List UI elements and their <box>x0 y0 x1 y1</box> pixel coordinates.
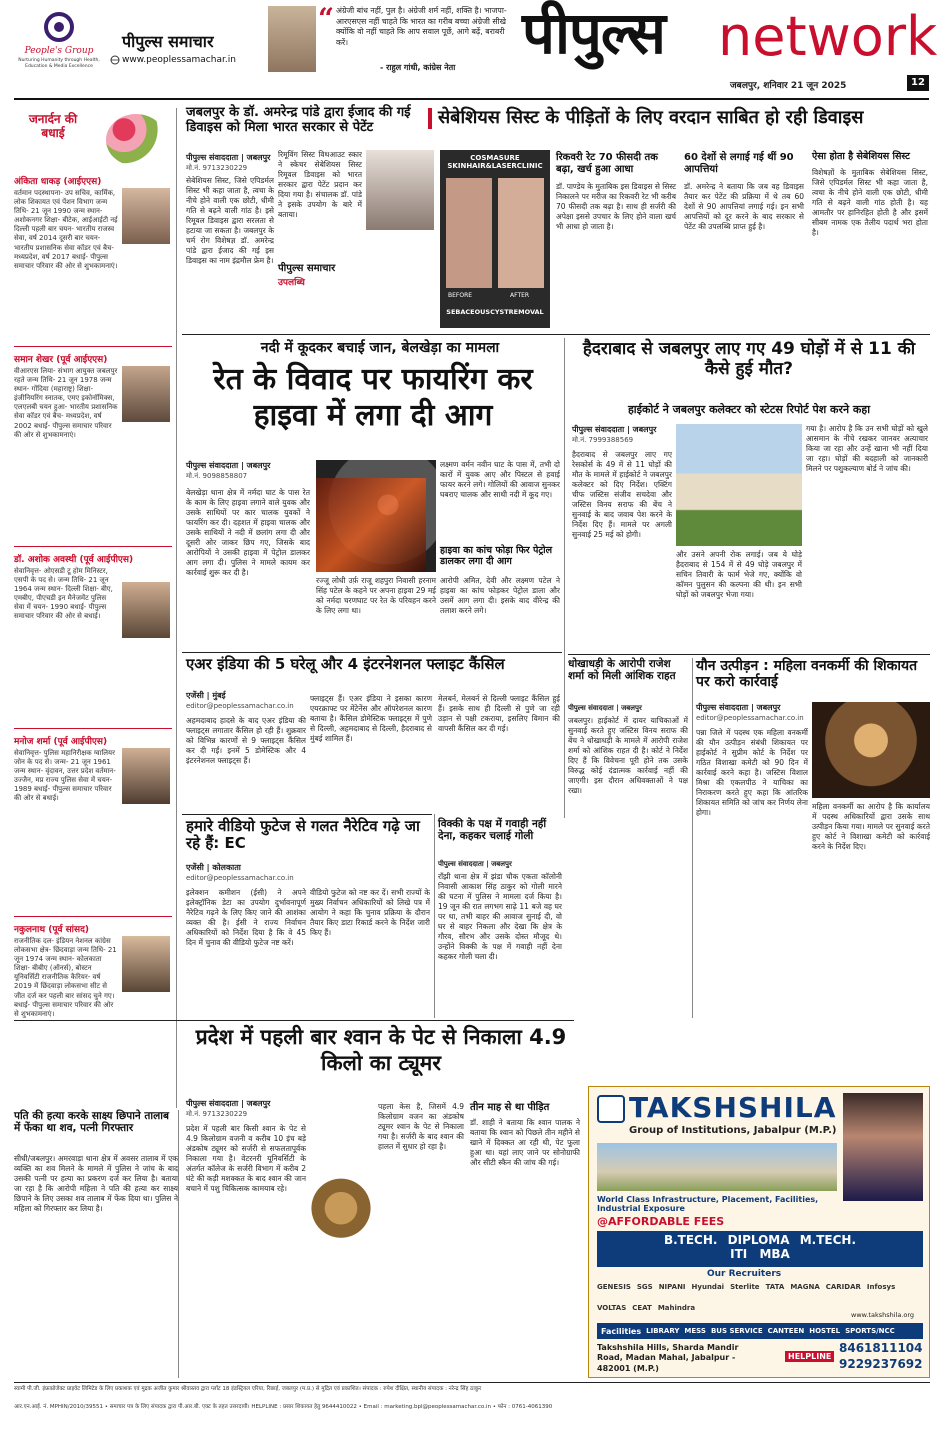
forest-story-headline: यौन उत्पीड़न : महिला वनकर्मी की शिकायत पर करो कार्रवाई <box>696 658 918 691</box>
video-story <box>182 818 432 1018</box>
forest-story-body-2: महिला वनकर्मी का आरोप है कि कार्यालय में पदस्थ अधिकारियों द्वारा उसके साथ उत्पीड़न किया गया। मामले पर सुनवाई करते हुए कोर्ट ने विशाखा कमेटी को कार्रवाई करने के निर्देश दिए। <box>812 802 930 851</box>
samachar-brand-small: पीपुल्स समाचार <box>278 263 336 274</box>
facility-item: HOSTEL <box>809 1327 841 1335</box>
after-label: AFTER <box>510 292 530 299</box>
rajesh-story <box>568 658 688 1018</box>
airindia-story-body: अहमदाबाद हादसे के बाद एअर इंडिया की फ्लाइट्स लगातार कैंसिल हो रही हैं। शुक्रवार को विभिन्न कारणों से 9 फ्लाइट्स कैंसिल कर दी गईं। इनमें 5 डोमेस्टिक और 4 इंटरनेशनल फ्लाइट्स हैं। <box>186 716 306 765</box>
dog-story-phone: मो.नं. 9713230229 <box>186 1110 248 1118</box>
device-story-body-2: रिमूविंग सिस्ट विथआउट स्कार ने स्केचर सेबेशियस सिस्ट रिमूवल डिवाइस को भारत सरकार द्वारा पेटेंट प्रदान कर दिया गया है। संचालक डॉ. पांडे ने इसके उपयोग के बारे में बताया। <box>278 150 362 219</box>
horses-story-deck: हाईकोर्ट ने जबलपुर कलेक्टर को स्टेटस रिपोर्ट पेश करने कहा <box>627 403 871 416</box>
sidebar-title: जनार्दन की बधाई <box>28 112 78 141</box>
ad-course-diploma[interactable]: DIPLOMA <box>727 1233 790 1247</box>
sidebar-person-name: नकुलनाथ (पूर्व सांसद) <box>14 925 89 935</box>
facilities-label: Facilities <box>601 1326 642 1336</box>
wife-story-headline: पति की हत्या करके साक्ष्य छिपाने तालाब में फेंका था शव, पत्नी गिरफ्तार <box>14 1110 169 1135</box>
video-story-email: editor@peoplessamachar.co.in <box>186 874 294 882</box>
witness-story-byline: पीपुल्स संवाददाता | जबलपुर <box>438 860 512 868</box>
horses-story-body-3: गया है। आरोप है कि उन सभी घोड़ों को खुले आसमान के नीचे रखकर जानवर अत्याचार किया जा रहा और उन्हें खाना भी नहीं दिया जा रहा। घोड़ों की बदहाली को जानकारी मिलने पर पशुकल्याण बोर्ड ने जांच की। <box>806 424 928 473</box>
sidebar-person-photo <box>122 748 170 804</box>
device-story-headline: सेबेशियस सिस्ट के पीड़ितों के लिए वरदान साबित हो रही डिवाइस <box>428 108 928 129</box>
sidebar-person-photo <box>122 582 170 638</box>
wife-story-body: सीधी/जबलपुर। अमरवाड़ा थाना क्षेत्र में अवसर तालाब में एक व्यक्ति का शव मिलने के मामले में पुलिस ने जांच के बाद उसकी पत्नी पर हत्या का प्रकरण दर्ज कर लिया है। बताया जा रहा है कि आरोपी महिला ने पति की हत्या कर साक्ष्य छिपाने के लिए उसका शव तालाब में फेंक दिया था। पुलिस ने महिला को गिरफ्तार कर लिया है। <box>14 1154 178 1213</box>
video-story-body: इलेक्शन कमीशन (ईसी) ने अपने इलेक्ट्रॉनिक डेटा का उपयोग दुर्भावनापूर्ण नैरेटिव गढ़ने के लिए किए जाने की आशंका व्यक्त की है। ईसी ने राज्य निर्वाचन अधिकारियों को निर्देश दिया है कि वे 45 दिन में चुनाव की वीडियो फुटेज नष्ट करें। <box>186 888 306 947</box>
dog-photo <box>308 1174 374 1250</box>
ad-line1: World Class Infrastructure, Placement, Facilities, Industrial Exposure <box>597 1195 819 1213</box>
forest-story <box>696 658 930 1018</box>
ad-phone-1[interactable]: 8461811104 <box>839 1341 923 1355</box>
quote-mark-icon: “ <box>318 2 335 35</box>
video-story-byline: एजेंसी | कोलकाता <box>186 863 241 872</box>
firing-story-kicker: नदी में कूदकर बचाई जान, बेलखेड़ा का मामला <box>260 340 500 356</box>
sidebar-divider <box>14 728 172 729</box>
sidebar-person-bio: सेवानिवृत्त- पुलिस महानिरीक्षक ग्वालियर जोन के पद से। जन्म- 21 जून 1961 जन्म स्थान- वृंदावन, उत्तर प्रदेश वर्तमान- उज्जैन, मप्र राज्य पुलिस सेवा में चयन- 1989 बधाई- पीपुल्स समाचार परिवार की ओर से बधाई। <box>14 749 116 803</box>
video-column-rule <box>434 814 435 1018</box>
peoples-group-logo <box>14 10 104 80</box>
firing-story-headline: रेत के विवाद पर फायरिंग कर हाइवा में लगा दी आग <box>213 362 533 433</box>
facility-item: CANTEEN <box>767 1327 805 1335</box>
dog-sub-head: तीन माह से था पीड़ित <box>470 1102 550 1113</box>
ad-course-mba[interactable]: MBA <box>759 1247 790 1261</box>
device-sub3-head: ऐसा होता है सेबेशियस सिस्ट <box>812 151 910 162</box>
samachar-exclusive-tag <box>278 256 434 288</box>
sidebar-person-name: मनोज शर्मा (पूर्व आईपीएस) <box>14 737 108 747</box>
ad-campus-photo <box>597 1143 837 1191</box>
justice-statue-photo <box>812 702 930 798</box>
ad-course-mtech[interactable]: M.TECH. <box>799 1233 857 1247</box>
horses-story-body-2: और उसने अपनी रोक लगाई। जब ये घोड़े हैदराबाद से 154 में से 49 घोड़े जबलपुर में सचिन तिवारी के फार्म भेजे गए, क्योंकि वो कॉमन पुलुसन की कल्पना की थी। इन सभी घोड़ों को जबलपुर भेजा गया। <box>676 550 802 599</box>
dog-story-body-2: पहला केस है, जिसमें 4.9 किलोग्राम वजन का अंडकोष ट्यूमर श्वान के पेट से निकाला गया है। सर्जरी के बाद श्वान की हालत में सुधार हो रहा है। <box>378 1102 464 1151</box>
device-sub2-body: डॉ. अमरेन्द्र ने बताया कि जब वह डिवाइस तैयार कर पेटेंट की प्रक्रिया में थे तब 60 देशों से 90 आपत्तियां लगाई गई। इन सभी आपत्तियों को दूर करने के बाद सरकार से पेटेंट की उपलब्धि प्राप्त हुई है। <box>684 182 804 231</box>
footer-imprint: स्वामी पी.जी. इंफ्राप्रोजेक्ट प्राइवेट लिमिटेड के लिए प्रकाशक एवं मुद्रक अजीत कुमार श्रीवास्तव द्वारा प्लॉट 18 इंडस्ट्रियल एरिया, रिछाई, जबलपुर (म.प्र.) से मुद्रित एवं प्रकाशित। संपादक : रुपेश दीक्षित, स्थानीय संपादक : नरेन्द्र सिंह ठाकुर <box>14 1386 482 1392</box>
sidebar-person-name: अंकिता धाकड़ (आईएएस) <box>14 177 102 187</box>
ad-recruiters-label: Our Recruiters <box>707 1269 782 1279</box>
forest-story-byline: पीपुल्स संवाददाता | जबलपुर <box>696 703 781 712</box>
witness-story-body: राँझी थाना क्षेत्र में झंडा चौक एकता कॉलोनी निवासी आकाश सिंह ठाकुर को गोली मारने की घटना में पुलिस ने मामला दर्ज किया है। 19 जून की रात लगभग साढ़े 11 बजे वह घर पर था, तभी बाहर की आवाज सुनाई दी, वो घर से बाहर निकला और देखा कि क्षेत्र के गौरव, सौरभ और उसके दोस्त मौजूद थे। उन्होंने विक्की के पक्ष में गवाही नहीं देना कहकर गोली चला दी। <box>438 872 562 961</box>
airindia-story-text <box>182 690 562 812</box>
device-story-kicker: जबलपुर के डॉ. अमरेन्द्र पांडे द्वारा ईजाद की गई डिवाइस को मिला भारत सरकार से पेटेंट <box>186 105 411 135</box>
doctor-photo <box>366 150 434 230</box>
witness-story-headline: विक्की के पक्ष में गवाही नहीं देना, कहकर चलाई गोली <box>438 818 547 843</box>
airindia-story-headline: एअर इंडिया की 5 घरेलू और 4 इंटरनेशनल फ्लाइट कैंसिल <box>186 655 505 673</box>
after-image <box>498 178 544 288</box>
sidebar-person-photo <box>122 188 170 244</box>
device-sub1-body: डॉ. पाण्डेय के मुताबिक इस डिवाइस से सिस्ट निकालने पर मरीज का रिकवरी रेट भी करीब 70 फीसदी तक बढ़ा है। साथ ही सर्जरी की अपेक्षा इससे उपचार के लिए होने वाला खर्च भी आधा हो जाता है। <box>556 182 676 231</box>
mid-column-rule <box>564 338 565 818</box>
takshshila-logo-icon <box>597 1095 625 1123</box>
recruiter-logo: Infosys <box>866 1283 896 1291</box>
firing-sub-body: आरोपी अमित, देवी और लक्ष्मण पटेल ने हाइवा का कांच फोड़कर पेट्रोल डाला और उसमें आग लगा दी। इसके बाद वीरेन्द्र की तलाश करने लगे। <box>440 576 560 615</box>
ad-course-btech[interactable]: B.TECH. <box>663 1233 718 1247</box>
recruiter-logo: GENESIS <box>597 1283 631 1291</box>
recruiter-logo: NIPANI <box>658 1283 686 1291</box>
page-number: 12 <box>907 75 929 91</box>
device-story-rule <box>182 334 930 335</box>
recruiter-logo: CARIDAR <box>825 1283 861 1291</box>
masthead-rule <box>14 98 929 100</box>
facility-item: LIBRARY <box>646 1327 680 1335</box>
sidebar-divider <box>14 916 172 917</box>
device-sub1-head: रिकवरी रेट 70 फीसदी तक बढ़ा, खर्च हुआ आधा <box>556 152 658 175</box>
device-story-byline: पीपुल्स संवाददाता | जबलपुर <box>186 153 271 162</box>
recruiter-logo: TATA <box>765 1283 785 1291</box>
horses-story-phone: मो.नं. 7999388569 <box>572 436 634 444</box>
firing-story-body: बेलखेड़ा थाना क्षेत्र में नर्मदा घाट के पास रेत के काम के लिए हाइवा लगाने वाले युवक और उसके साथियों पर कार चालक युवकों ने फायरिंग कर दी। दहशत में हाइवा चालक और उसके साथियों ने नदी में छलांग लगा दी और दूसरी ओर जाकर छिप गए, जिसके बाद आरोपियों ने उसकी हाइवा में पेट्रोल डालकर आग लगा दी। पुलिस ने मामले कायम कर कार्रवाई शुरू कर दी है। <box>186 488 310 577</box>
ad-phone-2[interactable]: 9229237692 <box>839 1357 923 1371</box>
device-sub2-head: 60 देशों से लगाई गई थीं 90 आपत्तियां <box>684 152 794 175</box>
firing-story-rule <box>182 652 562 653</box>
quote-author: - राहुल गांधी, कांग्रेस नेता <box>380 63 456 72</box>
sidebar-person-4 <box>14 734 172 909</box>
forest-story-email: editor@peoplessamachar.co.in <box>696 714 804 722</box>
horses-story-byline: पीपुल्स संवाददाता | जबलपुर <box>572 425 657 434</box>
dog-story-byline: पीपुल्स संवाददाता | जबलपुर <box>186 1099 271 1108</box>
sidebar-person-photo <box>122 366 170 422</box>
firing-sub-head: हाइवा का कांच फोड़ा फिर पेट्रोल डालकर लगा दी आग <box>440 545 553 567</box>
airindia-story-body-2: फ्लाइट्स हैं। एअर इंडिया ने इसका कारण एयरक्राफ्ट पर मेंटेनेंस और ऑपरेशनल कारण बताया है। कैंसिल डोमेस्टिक फ्लाइट्स में पुणे से दिल्ली, अहमदाबाद से दिल्ली, हैदराबाद से मुंबई शामिल हैं। <box>310 694 432 743</box>
sidebar-person-bio: वर्तमान पदस्थापना- उप सचिव, कार्मिक, लोक शिकायत एवं पेंशन विभाग जन्म तिथि- 21 जून 1990 जन्म स्थान- अशोकनगर शिक्षा- बीटेक, आईआईटी नई दिल्ली पहली बार चयन- भारतीय राजस्व सेवा, वर्ष 2014 दूसरी बार चयन- भारतीय प्रशासनिक सेवा कॉडर एवं बैच- मध्यप्रदेश, वर्ष 2017 बधाई- पीपुल्स समाचार परिवार की ओर से शुभकामनाएं। <box>14 189 118 270</box>
rajesh-story-byline: पीपुल्स संवाददाता | जबलपुर <box>568 704 642 712</box>
takshshila-ad[interactable] <box>588 1086 930 1378</box>
before-label: BEFORE <box>448 292 473 299</box>
peoples-group-emblem-icon <box>42 10 76 44</box>
samachar-brand: पीपुल्स समाचार <box>122 32 214 51</box>
dog-story-rule <box>14 1020 574 1021</box>
witness-story <box>438 818 562 1018</box>
leader-photo <box>268 6 316 72</box>
video-story-headline: हमारे वीडियो फुटेज से गलत नैरेटिव गढ़े जा रहे हैं: EC <box>186 817 420 853</box>
sidebar-person-bio: वीआरएस लिया- संभाग आयुक्त जबलपुर रहते जन्म तिथि- 21 जून 1978 जन्म स्थान- गोंदिया (महाराष्ट्र) शिक्षा- इंजीनियरिंग स्नातक, एमए इकोनॉमिक्स, एलएलबी चयन हुआ- भारतीय प्रशासनिक सेवा कॉडर एवं बैच- मध्यप्रदेश, वर्ष 2002 बधाई- पीपुल्स समाचार परिवार की ओर से शुभकामनाएं। <box>14 367 118 439</box>
ad-line2: @AFFORDABLE FEES <box>597 1215 725 1228</box>
forest-story-body: पन्ना जिले में पदस्थ एक महिला वनकर्मी की यौन उत्पीड़न संबंधी शिकायत पर हाईकोर्ट ने सुप्रीम कोर्ट के निर्देश पर गठित विशाखा कमेटी को 90 दिन में कार्रवाई करने कहा है। जस्टिस विशाल मिश्रा की एकलपीठ ने याचिका का निराकरण करते हुए कहा कि आंतरिक शिकायत समिति को जांच कर निर्णय लेना होगा। <box>696 728 808 817</box>
firing-story-byline: पीपुल्स संवाददाता | जबलपुर <box>186 461 271 470</box>
before-after-photo <box>440 150 550 328</box>
before-image <box>446 178 492 288</box>
ad-courses-bar <box>597 1231 923 1267</box>
dog-sub-body: डॉ. शाही ने बताया कि श्वान पालक ने बताया कि श्वान को पिछले तीन महीने से खाने में दिक्कत आ रही थी, पेट फूला हुआ था। यहां लाए जाने पर सोनोग्राफी और सीटी स्कैन की जांच की गई। <box>470 1118 580 1167</box>
product-caption: SEBACEOUSCYSTREMOVAL <box>446 308 544 316</box>
peoples-group-tagline: Nurturing Humanity through Health, Education & Media Excellence <box>18 58 100 69</box>
sidebar-divider <box>14 546 172 547</box>
firing-story <box>182 338 562 650</box>
horses-court-photo <box>676 424 802 546</box>
device-sub3-body: विशेषज्ञों के मुताबिक सेबेशियस सिस्ट, जिसे एपिडर्मल सिस्ट भी कहा जाता है, त्वचा के नीचे होने वाली एक छोटी, धीमी गति से बढ़ने वाली गांठ होती है। यह आमतौर पर हानिरहित होती है और इसमें सीबम नामक एक तैलीय पदार्थ भरा होता है। <box>812 168 928 237</box>
wife-story <box>14 1110 178 1378</box>
network-title-en: network <box>718 5 938 68</box>
website-link[interactable]: www.peoplessamachar.in <box>122 55 236 65</box>
recruiter-logo: VOLTAS <box>597 1304 627 1312</box>
recruiter-logo: MAGNA <box>790 1283 820 1291</box>
dateline: जबलपुर, शनिवार 21 जून 2025 <box>730 81 847 91</box>
recruiter-logo: Mahindra <box>657 1304 696 1312</box>
recruiter-logo: SGS <box>636 1283 653 1291</box>
video-story-body-2: वीडियो फुटेज को नष्ट कर दें। सभी राज्यों के मुख्य निर्वाचन अधिकारियों को लिखे पत्र में आयोग ने कहा कि चुनाव प्रक्रिया के दौरान तैयार किए डाटा रिकार्ड करने के निर्देश जारी किए हैं। <box>310 888 430 937</box>
sidebar-title-box <box>18 112 88 168</box>
sidebar-person-photo <box>122 936 170 992</box>
dog-story-body: प्रदेश में पहली बार किसी श्वान के पेट से 4.9 किलोग्राम वजनी व करीब 10 इंच बड़े अंडकोष ट्यूमर को सर्जरी से सफलतापूर्वक निकाला गया है। वेटरनरी यूनिवर्सिटी के अंतर्गत कॉलेज के सर्जरी विभाग में करीब 2 घंटे की कड़ी मशक्कत के बाद श्वान की जान बचाने में पशु चिकित्सक कामयाब रहे। <box>186 1124 306 1193</box>
ad-student-photo <box>843 1093 923 1201</box>
exclusive-label: उपलब्धि <box>278 278 305 288</box>
rajesh-column-rule <box>692 658 693 1018</box>
ad-brand: TAKSHSHILA <box>629 1091 837 1124</box>
footer-registration: आर.एन.आई. नं. MPHIN/2010/39551 • समाचार पत्र के लिए संपादक द्वारा पी.आर.बी. एक्ट के तहत उत्तरदायी। HELPLINE : प्रसार शिकायत हेतु 9644410022 • Email : marketing.bpl@peoplessamachar.co.in • फोन : 0761-4061390 <box>14 1404 553 1410</box>
ad-facilities-bar <box>597 1323 923 1339</box>
sidebar-person-bio: सेवानिवृत्त- ओएसडी टू होम मिनिस्टर, एसपी के पद से। जन्म तिथि- 21 जून 1964 जन्म स्थान- दिल्ली शिक्षा- बीए, एमबीए, पीएचडी इन मैनेजमेंट पुलिस सेवा में चयन- 1990 बधाई- पीपुल्स समाचार परिवार की ओर से बधाई। <box>14 567 113 621</box>
facility-item: BUS SERVICE <box>710 1327 763 1335</box>
horses-story-rule <box>568 654 930 655</box>
rajesh-story-body: जबलपुर। हाईकोर्ट में दायर याचिकाओं में सुनवाई करते हुए जस्टिस विनय सराफ की बेंच ने धोखाधड़ी के मामले में आरोपी राजेश शर्मा को आंशिक राहत दी है। कोर्ट ने निर्देश दिए हैं कि विवेचना पूरी होने तक उसके विरुद्ध कोई दंडात्मक कार्रवाई नहीं की जाएगी। इस दौरान अधिवक्ताओं ने पक्ष रखा। <box>568 716 688 795</box>
ad-website[interactable]: www.takshshila.org <box>851 1311 915 1319</box>
sidebar-divider <box>14 346 172 347</box>
device-story <box>182 104 930 332</box>
ad-helpline-label: HELPLINE <box>785 1351 834 1362</box>
firing-story-body-2: रज्जू लोधी उर्फ़ राजू शहपुरा निवासी हरनाम सिंह पटेल के कहने पर अपना हाइवा 29 मई को नर्मदा चरणघाट पर रेत के परिवहन करने के लिए लगा था। <box>316 576 436 615</box>
wife-column-rule <box>178 1110 179 1378</box>
device-story-body: सेबेशियस सिस्ट, जिसे एपिडर्मल सिस्ट भी कहा जाता है, त्वचा के नीचे होने वाली एक छोटी, धीमी गति से बढ़ने वाली गांठ है। इसे रिमूवल डिवाइस द्वारा सरलता से हटाया जा सकता है। जबलपुर के चर्म रोग विशेषज्ञ डॉ. अमरेन्द्र पांडे द्वारा ईजाद की गई इस डिवाइस का नाम इंद्रमौल फ्रेम है। <box>186 176 274 265</box>
sidebar-person-3 <box>14 552 172 727</box>
horses-story-body: हैदराबाद से जबलपुर लाए गए रेसकोर्स के 49 में से 11 घोड़ों की मौत के मामले में हाईकोर्ट ने जबलपुर कलेक्टर को दिए निर्देश। एक्टिंग चीफ जस्टिस संजीव सचदेवा और जस्टिस विनय सराफ की बेंच ने सुनवाई के बाद जवाब पेश करने के निर्देश दिए हैं। मामले पर अगली सुनवाई 25 मई को होगी। <box>572 450 672 539</box>
horses-story-headline: हैदराबाद से जबलपुर लाए गए 49 घोड़ों में से 11 की कैसे हुई मौत? <box>582 339 916 379</box>
sidebar-person-bio: राजनीतिक दल- इंडियन नेशनल कांग्रेस लोकसभा क्षेत्र- छिंदवाड़ा जन्म तिथि- 21 जून 1974 जन्म स्थान- कोलकाता शिक्षा- बीबीए (ऑनर्स), बोस्टन यूनिवर्सिटी राजनीतिक कैरियर- वर्ष 2019 में छिंदवाड़ा लोकसभा सीट से जीत दर्ज कर पहली बार सांसद चुने गए। बधाई- पीपुल्स समाचार परिवार की ओर से शुभकामनाएं। <box>14 937 117 1018</box>
recruiter-logo: CEAT <box>632 1304 652 1312</box>
airindia-story-body-3: मेलबर्न, मेलबर्न से दिल्ली फ्लाइट कैंसिल हुई हैं। इसके साथ ही दिल्ली से पुणे जा रही उड़ान से पक्षी टकराया, इसलिए विमान की वापसी कैंसिल कर दी गई। <box>438 694 560 733</box>
airindia-story-email: editor@peoplessamachar.co.in <box>186 702 294 710</box>
globe-icon <box>110 55 120 65</box>
fire-photo <box>316 478 426 572</box>
peoples-group-name: People's Group <box>24 46 94 56</box>
sidebar-person-name: डॉ. अशोक अवस्थी (पूर्व आईपीएस) <box>14 555 134 565</box>
ad-address: Takshshila Hills, Sharda Mandir Road, Madan Mahal, Jabalpur - 482001 (M.P.) <box>597 1343 739 1373</box>
recruiter-logo: Hyundai <box>691 1283 725 1291</box>
ad-sub: Group of Institutions, Jabalpur (M.P.) <box>629 1125 837 1136</box>
firing-story-body-3: लक्ष्मण वर्मन नवीन घाट के पास में, तभी दो कारों में युवक आए और पिस्टल से हवाई फायर करने लगे। गोलियों की आवाज सुनकर घबराए चालक और साथी नदी में कूद गए। <box>440 460 560 499</box>
leader-quote: अंग्रेजी बांध नहीं, पुल है। अंग्रेजी शर्म नहीं, शक्ति है। भाजपा-आरएसएस नहीं चाहते कि भारत का गरीब बच्चा अंग्रेजी सीखे क्योंकि वो नहीं चाहते कि आप सवाल पूछें, आगे बढ़ें, बराबरी करें। <box>336 6 507 47</box>
sidebar-person-name: समान शेखर (पूर्व आईएएस) <box>14 355 108 365</box>
network-title-hindi: पीपुल्स <box>522 0 665 67</box>
clinic-caption: COSMASURE SKINHAIR&LASERCLINIC <box>447 154 543 170</box>
sidebar-person-2 <box>14 352 172 547</box>
airindia-story-rule <box>182 814 432 815</box>
dog-story <box>182 1024 580 1378</box>
device-story-phone: मो.नं. 9713230229 <box>186 164 248 172</box>
horses-story <box>568 340 930 652</box>
facility-item: MESS <box>684 1327 706 1335</box>
firing-story-phone: मो.नं. 9098858807 <box>186 472 248 480</box>
dog-story-headline: प्रदेश में पहली बार श्वान के पेट से निकाला 4.9 किलो का ट्यूमर <box>195 1025 567 1076</box>
birthday-sidebar <box>14 108 172 1113</box>
facility-item: SPORTS/NCC <box>845 1327 895 1335</box>
sidebar-column-rule <box>176 108 177 1108</box>
masthead <box>0 0 945 100</box>
recruiter-logo: Sterlite <box>730 1283 760 1291</box>
rajesh-story-headline: धोखाधड़ी के आरोपी राजेश शर्मा को मिली आंशिक राहत <box>568 658 676 683</box>
airindia-story-byline: एजेंसी | मुंबई <box>186 691 226 700</box>
flower-bouquet-icon <box>106 114 166 166</box>
footer-rule <box>14 1382 930 1383</box>
ad-course-iti[interactable]: ITI <box>730 1247 748 1261</box>
